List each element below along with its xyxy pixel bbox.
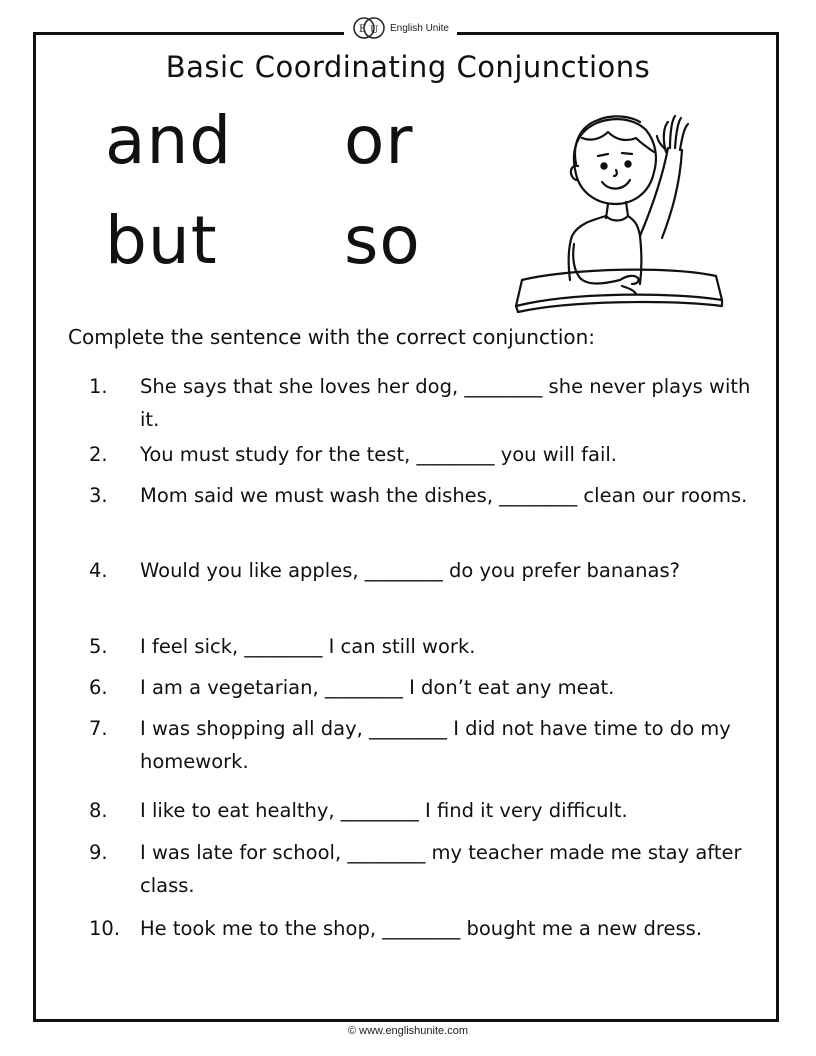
brand-header <box>344 14 457 42</box>
question-text: I was late for school, ________ my teacher made me stay after class. <box>140 841 742 897</box>
question-item <box>89 836 769 902</box>
question-number: 9. <box>89 841 108 864</box>
svg-text:E: E <box>359 24 367 35</box>
question-number: 7. <box>89 717 108 740</box>
question-number: 3. <box>89 484 108 507</box>
conjunction-so: so <box>344 202 421 279</box>
question-item <box>89 479 769 512</box>
question-text: I am a vegetarian, ________ I don’t eat any meat. <box>140 676 615 699</box>
conjunction-but: but <box>105 202 218 279</box>
question-text: Mom said we must wash the dishes, ________ clean our rooms. <box>140 484 748 507</box>
question-item <box>89 630 769 663</box>
question-item <box>89 671 769 704</box>
question-item <box>89 554 769 587</box>
question-number: 10. <box>89 917 121 940</box>
question-item <box>89 794 769 827</box>
question-item <box>89 438 769 471</box>
eu-logo-icon <box>352 15 386 41</box>
question-number: 1. <box>89 375 108 398</box>
question-number: 2. <box>89 443 108 466</box>
brand-name: English Unite <box>390 22 449 34</box>
question-number: 4. <box>89 559 108 582</box>
page-title: Basic Coordinating Conjunctions <box>165 50 651 84</box>
question-text: She says that she loves her dog, ________ she never plays with it. <box>140 375 751 431</box>
conjunction-or: or <box>344 102 414 179</box>
conjunction-and: and <box>105 102 233 179</box>
instruction-text: Complete the sentence with the correct conjunction: <box>68 325 596 349</box>
question-item <box>89 912 769 945</box>
question-text: I was shopping all day, ________ I did not have time to do my homework. <box>140 717 731 773</box>
question-text: You must study for the test, ________ you will fail. <box>140 443 617 466</box>
question-number: 8. <box>89 799 108 822</box>
question-number: 6. <box>89 676 108 699</box>
footer-copyright: © www.englishunite.com <box>348 1025 468 1037</box>
question-item <box>89 370 769 436</box>
question-text: I feel sick, ________ I can still work. <box>140 635 476 658</box>
svg-text:U: U <box>370 25 379 36</box>
question-number: 5. <box>89 635 108 658</box>
question-text: I like to eat healthy, ________ I find it very difficult. <box>140 799 628 822</box>
question-text: Would you like apples, ________ do you prefer bananas? <box>140 559 680 582</box>
question-item <box>89 712 769 778</box>
question-text: He took me to the shop, ________ bought me a new dress. <box>140 917 703 940</box>
boy-raising-hand-icon <box>512 108 732 316</box>
